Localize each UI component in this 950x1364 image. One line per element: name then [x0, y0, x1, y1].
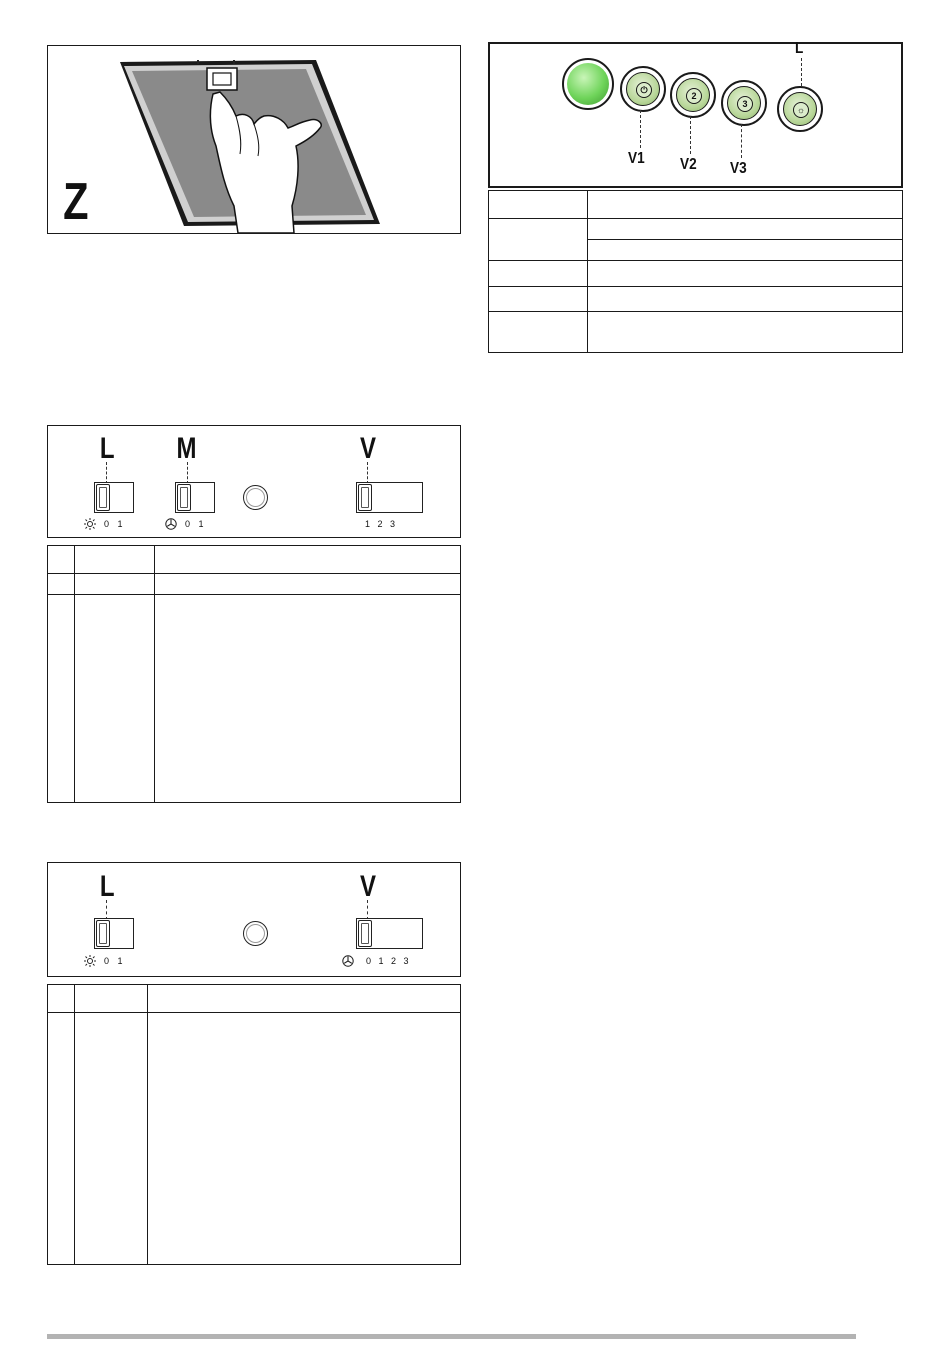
fan-icon — [165, 518, 177, 530]
speed-scale: 1 2 3 — [365, 519, 396, 529]
sun-icon — [84, 955, 96, 967]
sun-icon: ☼ — [793, 102, 809, 118]
label-v: V — [360, 870, 377, 903]
speed-2-number: 2 — [686, 88, 702, 104]
sun-icon — [84, 518, 96, 530]
label-v: V — [360, 432, 377, 465]
light-switch[interactable] — [94, 918, 134, 949]
light-scale: 0 1 — [104, 956, 123, 966]
label-v1: V1 — [628, 150, 645, 167]
power-icon: ⏻ — [636, 82, 652, 98]
footer-rule — [47, 1334, 856, 1339]
speed-2-button[interactable] — [670, 72, 716, 118]
speed-switch[interactable] — [356, 918, 423, 949]
speed-switch[interactable] — [356, 482, 423, 513]
indicator-light — [562, 58, 614, 110]
label-v3: V3 — [730, 160, 747, 177]
indicator-light — [243, 485, 268, 510]
motor-switch[interactable] — [175, 482, 215, 513]
button-panel-figure — [488, 42, 903, 188]
light-button[interactable] — [777, 86, 823, 132]
label-m: M — [176, 432, 197, 465]
speed-3-button[interactable] — [721, 80, 767, 126]
label-v2: V2 — [680, 156, 697, 173]
speed-1-button[interactable] — [620, 66, 666, 112]
label-l: L — [795, 40, 804, 57]
speed-3-number: 3 — [737, 96, 753, 112]
switch-lmv-table — [47, 545, 461, 803]
indicator-light — [243, 921, 268, 946]
light-scale: 0 1 — [104, 519, 123, 529]
filter-hand-illustration — [48, 46, 460, 233]
figure-letter: Z — [63, 173, 89, 231]
filter-figure — [47, 45, 461, 234]
label-l: L — [99, 432, 115, 465]
motor-scale: 0 1 — [185, 519, 204, 529]
light-switch[interactable] — [94, 482, 134, 513]
label-l: L — [99, 870, 115, 903]
switch-lv-table — [47, 984, 461, 1265]
button-function-table — [488, 190, 903, 353]
fan-icon — [342, 955, 354, 967]
speed-scale: 0 1 2 3 — [366, 956, 409, 966]
switch-panel-lmv — [47, 425, 461, 538]
switch-panel-lv — [47, 862, 461, 977]
